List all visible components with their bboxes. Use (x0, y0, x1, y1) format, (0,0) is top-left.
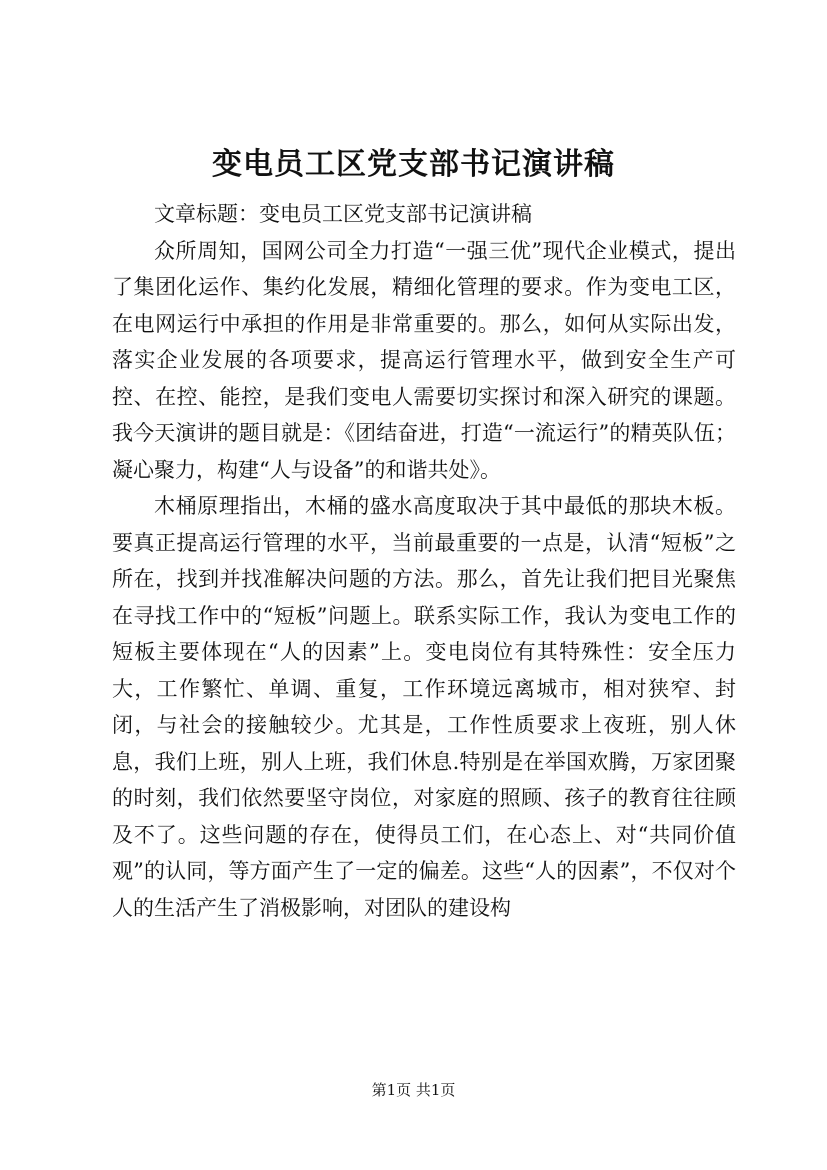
page-footer: 第1页 共1页 (371, 1081, 456, 1099)
paragraph-barrel-principle: 木桶原理指出，木桶的盛水高度取决于其中最低的那块木板。要真正提高运行管理的水平，当前最重要的一点是，认清“短板”之所在，找到并找准解决问题的方法。那么，首先让我们把目光聚焦在寻找工作中的“短板”问题上。联系实际工作，我认为变电工作的短板主要体现在“人的因素”上。变电岗位有其特殊性：安全压力大，工作繁忙、单调、重复，工作环境远离城市，相对狭窄、封闭，与社会的接触较少。尤其是，工作性质要求上夜班，别人休息，我们上班，别人上班，我们休息.特别是在举国欢腾，万家团聚的时刻，我们依然要坚守岗位，对家庭的照顾、孩子的教育往往顾及不了。这些问题的存在，使得员工们，在心态上、对“共同价值观”的认同，等方面产生了一定的偏差。这些“人的因素”，不仅对个人的生活产生了消极影响，对团队的建设构 (112, 494, 736, 920)
document-title: 变电员工区党支部书记演讲稿 (212, 147, 615, 182)
paragraph-intro: 众所周知，国网公司全力打造“一强三优”现代企业模式，提出了集团化运作、集约化发展，精细化管理的要求。作为变电工区，在电网运行中承担的作用是非常重要的。那么，如何从实际出发，落实企业发展的各项要求，提高运行管理水平，做到安全生产可控、在控、能控，是我们变电人需要切实探讨和深入研究的课题。我今天演讲的题目就是：《团结奋进，打造“一流运行”的精英队伍；凝心聚力，构建“人与设备”的和谐共处》。 (112, 238, 736, 482)
article-title-line: 文章标题：变电员工区党支部书记演讲稿 (154, 202, 532, 226)
document-body (112, 196, 736, 926)
